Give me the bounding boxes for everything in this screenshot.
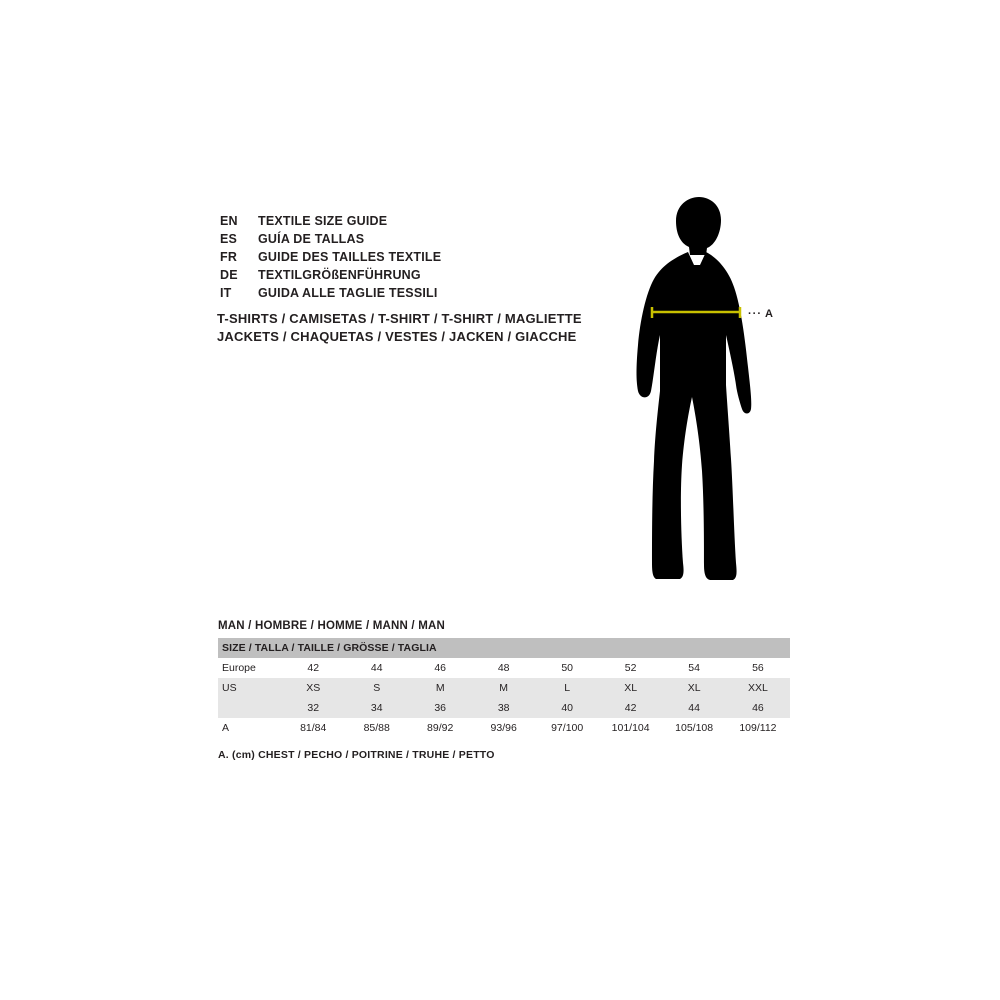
category-jackets: JACKETS / CHAQUETAS / VESTES / JACKEN / GIACCHE xyxy=(217,329,577,344)
table-cell: 81/84 xyxy=(300,722,327,734)
language-row xyxy=(220,214,560,232)
language-row xyxy=(220,286,560,304)
language-label: TEXTILE SIZE GUIDE xyxy=(258,214,388,228)
table-cell: 42 xyxy=(624,702,637,714)
table-cell: 44 xyxy=(688,702,700,714)
table-cell: XS xyxy=(306,682,321,694)
table-cell: 46 xyxy=(752,702,764,714)
table-cell: 97/100 xyxy=(551,722,584,734)
table-cell: 46 xyxy=(434,662,447,674)
table-cell: M xyxy=(499,682,509,694)
table-cell: S xyxy=(373,682,381,694)
table-cell: 52 xyxy=(624,662,637,674)
table-cell: 56 xyxy=(752,662,764,674)
language-label: GUIDE DES TAILLES TEXTILE xyxy=(258,250,442,264)
language-row xyxy=(220,250,560,268)
garment-category-list xyxy=(217,310,637,346)
table-header-label: SIZE / TALLA / TAILLE / GRÖSSE / TAGLIA xyxy=(222,642,437,654)
language-code: DE xyxy=(220,268,238,282)
table-cell: 105/108 xyxy=(675,722,714,734)
callout-label: A xyxy=(765,308,774,320)
table-cell: M xyxy=(435,682,445,694)
table-cell: 36 xyxy=(434,702,447,714)
chest-callout xyxy=(748,308,773,320)
table-cell: 38 xyxy=(497,702,510,714)
table-cell: 42 xyxy=(307,662,320,674)
table-cell: 32 xyxy=(307,702,320,714)
table-cell: XL xyxy=(624,682,638,694)
category-tshirts: T-SHIRTS / CAMISETAS / T-SHIRT / T-SHIRT / MAGLIETTE xyxy=(217,311,582,326)
table-header-row xyxy=(218,638,790,658)
table-row xyxy=(218,698,790,718)
table-row xyxy=(218,718,790,738)
table-cell: 40 xyxy=(561,702,573,714)
language-code: EN xyxy=(220,214,238,228)
callout-dash-icon: ··· xyxy=(748,308,762,320)
language-label: GUÍA DE TALLAS xyxy=(258,232,365,246)
language-code: FR xyxy=(220,250,238,264)
table-row xyxy=(218,658,790,678)
language-code: IT xyxy=(220,286,232,300)
size-table-block xyxy=(218,620,790,738)
language-code: ES xyxy=(220,232,238,246)
language-list xyxy=(220,214,560,304)
row-label: US xyxy=(222,682,237,694)
size-table xyxy=(218,638,790,738)
table-cell: 48 xyxy=(497,662,510,674)
table-cell: 109/112 xyxy=(739,722,777,734)
table-row xyxy=(218,678,790,698)
table-cell: 50 xyxy=(561,662,573,674)
table-cell: L xyxy=(564,682,571,694)
table-cell: XL xyxy=(687,682,701,694)
table-cell: 44 xyxy=(370,662,383,674)
language-label: TEXTILGRÖßENFÜHRUNG xyxy=(258,268,421,282)
table-cell: 101/104 xyxy=(611,722,650,734)
row-label: Europe xyxy=(222,662,256,674)
measurement-footnote: A. (cm) CHEST / PECHO / POITRINE / TRUHE / PETTO xyxy=(218,749,495,761)
silhouette-svg xyxy=(600,195,800,595)
table-cell: 85/88 xyxy=(363,722,390,734)
language-label: GUIDA ALLE TAGLIE TESSILI xyxy=(258,286,438,300)
table-cell: 34 xyxy=(370,702,383,714)
table-cell: XXL xyxy=(748,682,768,694)
table-cell: 54 xyxy=(688,662,700,674)
language-row xyxy=(220,268,560,286)
language-row xyxy=(220,232,560,250)
table-title: MAN / HOMBRE / HOMME / MANN / MAN xyxy=(218,620,446,632)
row-label xyxy=(218,698,281,718)
table-cell: 89/92 xyxy=(427,722,454,734)
table-cell: 93/96 xyxy=(490,722,517,734)
row-label: A xyxy=(222,722,230,734)
male-silhouette-illustration xyxy=(600,195,800,595)
